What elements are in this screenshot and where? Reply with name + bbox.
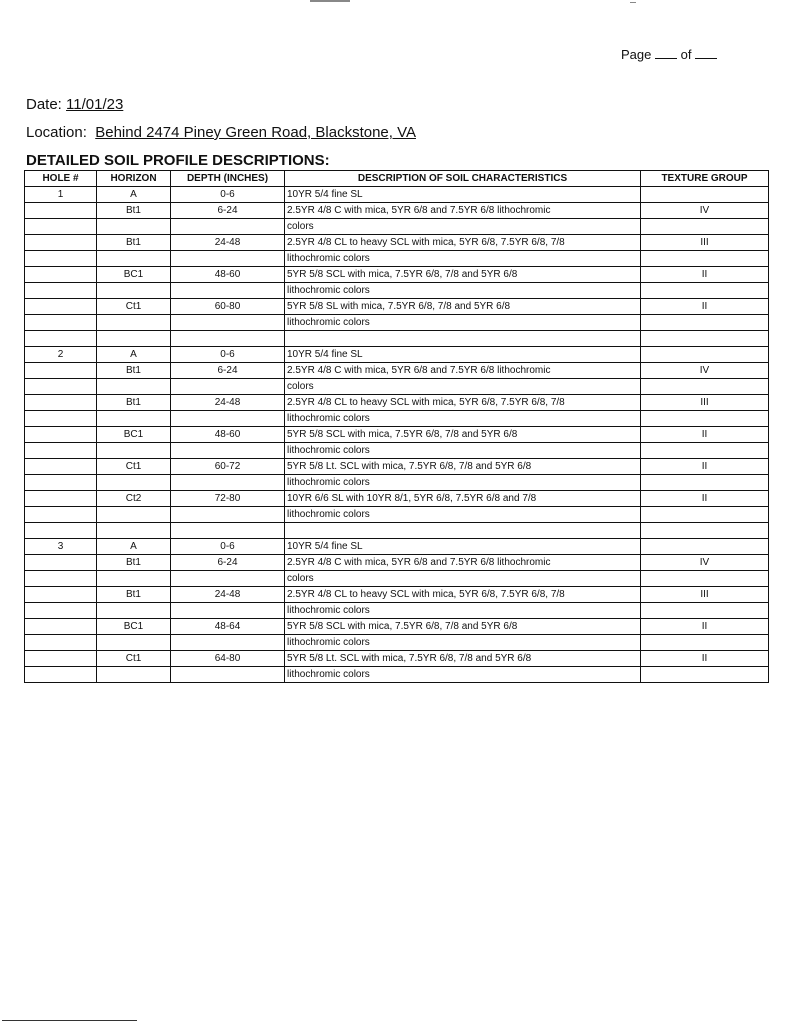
horizon-cell xyxy=(97,571,171,587)
column-header-hole: HOLE # xyxy=(25,171,97,187)
horizon-cell xyxy=(97,251,171,267)
texture-group-cell xyxy=(641,331,769,347)
depth-cell xyxy=(171,315,285,331)
scan-mark xyxy=(310,0,350,2)
depth-cell: 6-24 xyxy=(171,203,285,219)
horizon-cell xyxy=(97,283,171,299)
table-row xyxy=(25,379,769,395)
horizon-cell: Ct1 xyxy=(97,299,171,315)
depth-cell xyxy=(171,251,285,267)
hole-cell xyxy=(25,651,97,667)
horizon-cell xyxy=(97,443,171,459)
texture-group-cell xyxy=(641,251,769,267)
horizon-cell: Bt1 xyxy=(97,203,171,219)
horizon-cell xyxy=(97,507,171,523)
table-row xyxy=(25,347,769,363)
column-header-description: DESCRIPTION OF SOIL CHARACTERISTICS xyxy=(285,171,641,187)
description-cell: colors xyxy=(285,571,641,587)
depth-cell xyxy=(171,331,285,347)
depth-cell: 60-72 xyxy=(171,459,285,475)
horizon-cell: Ct1 xyxy=(97,651,171,667)
hole-cell xyxy=(25,395,97,411)
texture-group-cell: II xyxy=(641,459,769,475)
table-row xyxy=(25,219,769,235)
description-cell: 2.5YR 4/8 CL to heavy SCL with mica, 5YR 6/8, 7.5YR 6/8, 7/8 xyxy=(285,395,641,411)
hole-cell xyxy=(25,267,97,283)
depth-cell: 48-60 xyxy=(171,267,285,283)
hole-cell xyxy=(25,315,97,331)
table-row xyxy=(25,459,769,475)
hole-cell xyxy=(25,571,97,587)
horizon-cell xyxy=(97,411,171,427)
hole-cell xyxy=(25,443,97,459)
description-cell: 5YR 5/8 Lt. SCL with mica, 7.5YR 6/8, 7/8 and 5YR 6/8 xyxy=(285,459,641,475)
table-row xyxy=(25,475,769,491)
location-value: Behind 2474 Piney Green Road, Blackstone, VA xyxy=(95,124,416,141)
footer-line xyxy=(2,1020,137,1021)
texture-group-cell xyxy=(641,379,769,395)
hole-cell xyxy=(25,299,97,315)
page-number-line xyxy=(621,46,717,62)
horizon-cell: A xyxy=(97,539,171,555)
description-cell: 2.5YR 4/8 C with mica, 5YR 6/8 and 7.5YR 6/8 lithochromic xyxy=(285,555,641,571)
table-row xyxy=(25,251,769,267)
texture-group-cell xyxy=(641,347,769,363)
texture-group-cell: III xyxy=(641,587,769,603)
texture-group-cell xyxy=(641,475,769,491)
depth-cell xyxy=(171,571,285,587)
texture-group-cell: II xyxy=(641,427,769,443)
depth-cell xyxy=(171,667,285,683)
horizon-cell: Ct1 xyxy=(97,459,171,475)
hole-cell xyxy=(25,587,97,603)
horizon-cell: Ct2 xyxy=(97,491,171,507)
horizon-cell: A xyxy=(97,187,171,203)
hole-cell xyxy=(25,427,97,443)
date-line xyxy=(26,96,123,113)
horizon-cell: Bt1 xyxy=(97,395,171,411)
horizon-cell xyxy=(97,523,171,539)
description-cell: 5YR 5/8 SCL with mica, 7.5YR 6/8, 7/8 and 5YR 6/8 xyxy=(285,267,641,283)
horizon-cell: A xyxy=(97,347,171,363)
horizon-cell: BC1 xyxy=(97,427,171,443)
depth-cell: 6-24 xyxy=(171,363,285,379)
horizon-cell: Bt1 xyxy=(97,363,171,379)
table-row xyxy=(25,315,769,331)
depth-cell xyxy=(171,411,285,427)
description-cell: 5YR 5/8 Lt. SCL with mica, 7.5YR 6/8, 7/8 and 5YR 6/8 xyxy=(285,651,641,667)
hole-cell xyxy=(25,635,97,651)
description-cell xyxy=(285,523,641,539)
hole-cell xyxy=(25,619,97,635)
description-cell: lithochromic colors xyxy=(285,411,641,427)
table-row xyxy=(25,395,769,411)
texture-group-cell: II xyxy=(641,267,769,283)
hole-cell xyxy=(25,331,97,347)
date-label: Date: xyxy=(26,96,62,113)
texture-group-cell: III xyxy=(641,235,769,251)
texture-group-cell xyxy=(641,315,769,331)
texture-group-cell xyxy=(641,523,769,539)
description-cell: 10YR 5/4 fine SL xyxy=(285,347,641,363)
description-cell: lithochromic colors xyxy=(285,251,641,267)
date-value: 11/01/23 xyxy=(66,96,124,113)
description-cell: 2.5YR 4/8 CL to heavy SCL with mica, 5YR 6/8, 7.5YR 6/8, 7/8 xyxy=(285,587,641,603)
hole-cell xyxy=(25,523,97,539)
hole-cell xyxy=(25,283,97,299)
table-row xyxy=(25,267,769,283)
texture-group-cell: IV xyxy=(641,203,769,219)
page-of-label: of xyxy=(680,47,692,62)
hole-cell xyxy=(25,411,97,427)
description-cell: 5YR 5/8 SL with mica, 7.5YR 6/8, 7/8 and 5YR 6/8 xyxy=(285,299,641,315)
texture-group-cell xyxy=(641,443,769,459)
depth-cell: 6-24 xyxy=(171,555,285,571)
section-heading: DETAILED SOIL PROFILE DESCRIPTIONS: xyxy=(26,152,330,169)
texture-group-cell xyxy=(641,187,769,203)
table-row xyxy=(25,587,769,603)
hole-cell: 1 xyxy=(25,187,97,203)
depth-cell xyxy=(171,507,285,523)
hole-cell xyxy=(25,251,97,267)
horizon-cell xyxy=(97,315,171,331)
description-cell: 10YR 5/4 fine SL xyxy=(285,187,641,203)
description-cell: lithochromic colors xyxy=(285,315,641,331)
texture-group-cell xyxy=(641,635,769,651)
location-line xyxy=(26,124,416,141)
table-row xyxy=(25,507,769,523)
texture-group-cell xyxy=(641,667,769,683)
column-header-horizon: HORIZON xyxy=(97,171,171,187)
depth-cell xyxy=(171,523,285,539)
horizon-cell xyxy=(97,331,171,347)
horizon-cell xyxy=(97,219,171,235)
table-row xyxy=(25,523,769,539)
description-cell: 5YR 5/8 SCL with mica, 7.5YR 6/8, 7/8 and 5YR 6/8 xyxy=(285,619,641,635)
depth-cell xyxy=(171,379,285,395)
depth-cell: 24-48 xyxy=(171,395,285,411)
horizon-cell xyxy=(97,635,171,651)
description-cell: colors xyxy=(285,219,641,235)
hole-cell xyxy=(25,203,97,219)
description-cell: lithochromic colors xyxy=(285,603,641,619)
table-row xyxy=(25,667,769,683)
hole-cell xyxy=(25,219,97,235)
texture-group-cell: IV xyxy=(641,555,769,571)
table-row xyxy=(25,443,769,459)
depth-cell: 60-80 xyxy=(171,299,285,315)
depth-cell: 24-48 xyxy=(171,587,285,603)
page-label: Page xyxy=(621,47,652,62)
depth-cell xyxy=(171,219,285,235)
horizon-cell xyxy=(97,379,171,395)
depth-cell: 72-80 xyxy=(171,491,285,507)
description-cell: colors xyxy=(285,379,641,395)
table-row xyxy=(25,539,769,555)
description-cell: 5YR 5/8 SCL with mica, 7.5YR 6/8, 7/8 and 5YR 6/8 xyxy=(285,427,641,443)
depth-cell: 24-48 xyxy=(171,235,285,251)
hole-cell xyxy=(25,603,97,619)
description-cell: lithochromic colors xyxy=(285,667,641,683)
hole-cell xyxy=(25,235,97,251)
table-row xyxy=(25,203,769,219)
depth-cell xyxy=(171,603,285,619)
hole-cell xyxy=(25,379,97,395)
table-row xyxy=(25,427,769,443)
description-cell: lithochromic colors xyxy=(285,507,641,523)
table-row xyxy=(25,187,769,203)
texture-group-cell: II xyxy=(641,651,769,667)
depth-cell: 48-60 xyxy=(171,427,285,443)
horizon-cell: BC1 xyxy=(97,267,171,283)
texture-group-cell: II xyxy=(641,619,769,635)
description-cell xyxy=(285,331,641,347)
hole-cell xyxy=(25,491,97,507)
hole-cell xyxy=(25,459,97,475)
texture-group-cell xyxy=(641,283,769,299)
hole-cell: 2 xyxy=(25,347,97,363)
table-row xyxy=(25,603,769,619)
texture-group-cell xyxy=(641,411,769,427)
horizon-cell xyxy=(97,667,171,683)
table-row xyxy=(25,571,769,587)
depth-cell: 0-6 xyxy=(171,347,285,363)
description-cell: 10YR 6/6 SL with 10YR 8/1, 5YR 6/8, 7.5YR 6/8 and 7/8 xyxy=(285,491,641,507)
depth-cell: 48-64 xyxy=(171,619,285,635)
description-cell: lithochromic colors xyxy=(285,635,641,651)
scan-mark xyxy=(630,2,636,3)
texture-group-cell: II xyxy=(641,491,769,507)
description-cell: lithochromic colors xyxy=(285,443,641,459)
table-row xyxy=(25,555,769,571)
hole-cell xyxy=(25,555,97,571)
table-row xyxy=(25,651,769,667)
page-total-blank xyxy=(695,46,717,59)
depth-cell: 0-6 xyxy=(171,539,285,555)
hole-cell xyxy=(25,507,97,523)
depth-cell xyxy=(171,635,285,651)
texture-group-cell: II xyxy=(641,299,769,315)
description-cell: lithochromic colors xyxy=(285,283,641,299)
hole-cell xyxy=(25,475,97,491)
column-header-depth: DEPTH (INCHES) xyxy=(171,171,285,187)
page-blank xyxy=(655,46,677,59)
horizon-cell: Bt1 xyxy=(97,555,171,571)
texture-group-cell: IV xyxy=(641,363,769,379)
depth-cell: 64-80 xyxy=(171,651,285,667)
description-cell: 2.5YR 4/8 C with mica, 5YR 6/8 and 7.5YR 6/8 lithochromic xyxy=(285,363,641,379)
description-cell: lithochromic colors xyxy=(285,475,641,491)
texture-group-cell xyxy=(641,507,769,523)
horizon-cell xyxy=(97,475,171,491)
horizon-cell: Bt1 xyxy=(97,235,171,251)
hole-cell xyxy=(25,667,97,683)
soil-profile-table xyxy=(24,170,769,683)
horizon-cell: Bt1 xyxy=(97,587,171,603)
depth-cell: 0-6 xyxy=(171,187,285,203)
location-label: Location: xyxy=(26,124,87,141)
description-cell: 2.5YR 4/8 CL to heavy SCL with mica, 5YR 6/8, 7.5YR 6/8, 7/8 xyxy=(285,235,641,251)
depth-cell xyxy=(171,443,285,459)
table-row xyxy=(25,283,769,299)
depth-cell xyxy=(171,475,285,491)
description-cell: 2.5YR 4/8 C with mica, 5YR 6/8 and 7.5YR 6/8 lithochromic xyxy=(285,203,641,219)
horizon-cell xyxy=(97,603,171,619)
hole-cell xyxy=(25,363,97,379)
texture-group-cell: III xyxy=(641,395,769,411)
column-header-texture-group: TEXTURE GROUP xyxy=(641,171,769,187)
texture-group-cell xyxy=(641,219,769,235)
table-row xyxy=(25,235,769,251)
hole-cell: 3 xyxy=(25,539,97,555)
description-cell: 10YR 5/4 fine SL xyxy=(285,539,641,555)
table-header-row xyxy=(25,171,769,187)
table-row xyxy=(25,299,769,315)
table-row xyxy=(25,491,769,507)
horizon-cell: BC1 xyxy=(97,619,171,635)
depth-cell xyxy=(171,283,285,299)
texture-group-cell xyxy=(641,571,769,587)
texture-group-cell xyxy=(641,603,769,619)
table-row xyxy=(25,331,769,347)
table-row xyxy=(25,635,769,651)
texture-group-cell xyxy=(641,539,769,555)
table-row xyxy=(25,619,769,635)
table-row xyxy=(25,411,769,427)
table-row xyxy=(25,363,769,379)
